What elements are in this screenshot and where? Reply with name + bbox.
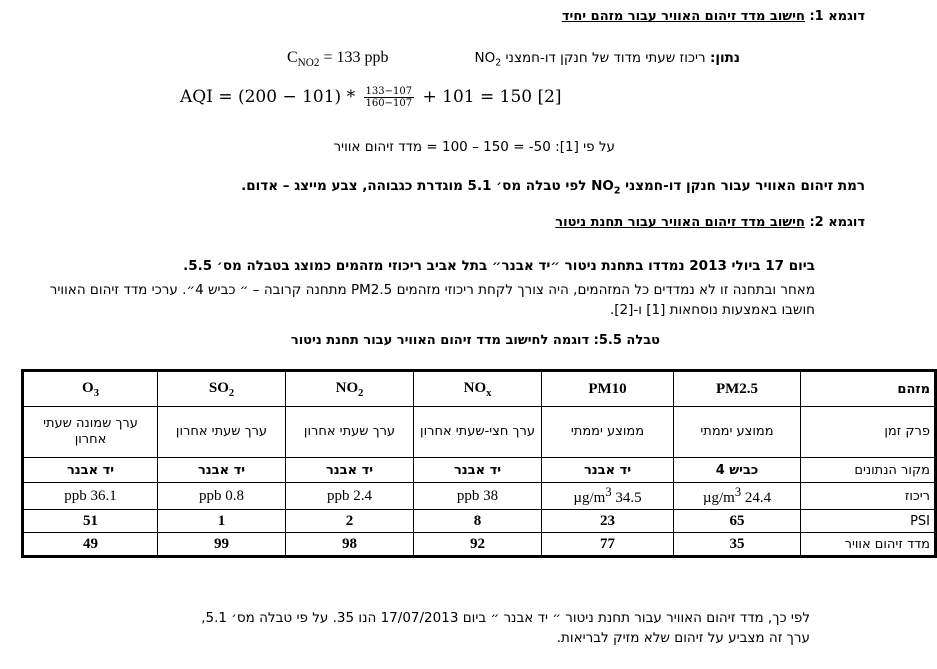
pm10-conc-sup: 3	[605, 485, 612, 499]
row-label-psi: PSI	[801, 510, 936, 533]
pm25-source: כביש 4	[674, 458, 801, 483]
aqi-table	[21, 369, 937, 558]
col-pm10-name	[542, 371, 674, 407]
nox-name: NO	[463, 379, 487, 396]
aqi-lhs: AQI = (200 − 101) *	[180, 87, 356, 107]
aqi-formula	[180, 86, 562, 109]
aqi-rhs: + 101 = 150 [2]	[422, 87, 562, 107]
pm10-aqi: 77	[542, 533, 674, 557]
col-no2-name	[286, 371, 414, 407]
o3-name: O	[82, 379, 94, 396]
o3-psi: 51	[23, 510, 158, 533]
col-o3-name	[23, 371, 158, 407]
row-label-aqi: מדד זיהום אוויר	[801, 533, 936, 557]
so2-name: SO	[208, 379, 229, 396]
pm25-name: PM2.5	[715, 380, 759, 397]
table-row-pollutant	[23, 371, 936, 407]
so2-time: ערך שעתי אחרון	[158, 407, 286, 458]
pm25-conc-sup: 3	[734, 485, 742, 499]
example1-heading	[562, 9, 865, 24]
concentration-equation	[287, 49, 388, 69]
nox-aqi: 92	[414, 533, 542, 557]
table-row-source	[23, 458, 936, 483]
o3-sub: 3	[93, 387, 99, 399]
example1-heading-prefix: דוגמא 1:	[809, 9, 865, 24]
footer-line-1: לפי כך, מדד זיהום האוויר עבור תחנת ניטור ״ יד אבנר ״ ביום 17/07/2013 הנו 35. על פי טבלה מס׳ 5.1,	[201, 610, 810, 626]
pm10-psi: 23	[542, 510, 674, 533]
o3-source: יד אבנר	[23, 458, 158, 483]
col-so2-name	[158, 371, 286, 407]
conclusion-a: רמת זיהום האוויר עבור חנקן דו-חמצני NO	[591, 178, 865, 194]
table-caption: טבלה 5.5: דוגמה לחישוב מדד זיהום האוויר עבור תחנת ניטור	[290, 333, 660, 348]
conc-symbol: C	[287, 49, 298, 66]
row-label-concentration: ריכוז	[801, 483, 936, 510]
example2-heading-prefix: דוגמא 2:	[809, 215, 865, 230]
example1-heading-title: חישוב מדד זיהום האוויר עבור מזהם יחיד	[561, 9, 805, 24]
pm25-conc-value: 24.4 µg/m	[702, 490, 772, 506]
conc-sub: NO2	[297, 57, 320, 70]
no2-name: NO	[335, 379, 359, 396]
row-label-source: מקור הנתונים	[801, 458, 936, 483]
example2-heading	[555, 215, 865, 230]
pm25-psi: 65	[674, 510, 801, 533]
o3-aqi: 49	[23, 533, 158, 557]
conclusion-b: לפי טבלה מס׳ 5.1 מוגדרת כגבוהה, צבע מייצג – אדום.	[241, 178, 592, 194]
conclusion-sub: 2	[613, 185, 621, 197]
no2-time: ערך שעתי אחרון	[286, 407, 414, 458]
aqi-numerator: 133−107	[365, 86, 413, 97]
footer-line-2: ערך זה מצביע על זיהום שלא מזיק לבריאות.	[556, 630, 810, 646]
example1-conclusion	[241, 178, 865, 197]
no2-psi: 2	[286, 510, 414, 533]
aqi-fraction	[364, 86, 415, 109]
pm25-time: ממוצע יממתי	[674, 407, 801, 458]
pm25-conc	[674, 483, 801, 510]
row-label-pollutant: מזהם	[801, 371, 936, 407]
example2-paragraph-1: ביום 17 ביולי 2013 נמדדו בתחנת ניטור ״יד אבנר״ בתל אביב ריכוזי מזהמים כמוצג בטבלה מס׳ 5.5.	[183, 258, 815, 274]
so2-source: יד אבנר	[158, 458, 286, 483]
so2-conc: 0.8 ppb	[158, 483, 286, 510]
pm10-name: PM10	[588, 380, 627, 397]
given-sub: 2	[495, 57, 502, 69]
conc-value: = 133 ppb	[319, 49, 389, 66]
pm10-time: ממוצע יממתי	[542, 407, 674, 458]
table-row-aqi	[23, 533, 936, 557]
example2-paragraph-2: מאחר ובתחנה זו לא נמדדים כל המזהמים, היה צורך לקחת ריכוזי מזהמים PM2.5 מתחנה קרובה – ״ כביש 4״. ערכי מדד זיהום האוויר חושבו באמצעות נוסחאות [1] ו-[2].	[49, 282, 815, 318]
row-label-time: פרק זמן	[801, 407, 936, 458]
no2-sub: 2	[358, 387, 364, 399]
nox-conc: 38 ppb	[414, 483, 542, 510]
nox-source: יד אבנר	[414, 458, 542, 483]
so2-aqi: 99	[158, 533, 286, 557]
nox-time: ערך חצי-שעתי אחרון	[414, 407, 542, 458]
given-label: נתון:	[709, 50, 740, 66]
no2-source: יד אבנר	[286, 458, 414, 483]
pm10-source: יד אבנר	[542, 458, 674, 483]
by-formula-line	[333, 139, 615, 155]
example2-heading-title: חישוב מדד זיהום האוויר עבור תחנת ניטור	[555, 215, 805, 230]
given-line	[475, 50, 741, 69]
nox-psi: 8	[414, 510, 542, 533]
table-row-psi	[23, 510, 936, 533]
pm25-aqi: 35	[674, 533, 801, 557]
pm10-conc	[542, 483, 674, 510]
nox-sub: x	[486, 387, 492, 399]
no2-aqi: 98	[286, 533, 414, 557]
no2-conc: 2.4 ppb	[286, 483, 414, 510]
so2-sub: 2	[228, 387, 235, 399]
so2-psi: 1	[158, 510, 286, 533]
o3-conc: 36.1 ppb	[23, 483, 158, 510]
aqi-denominator: 160−107	[365, 98, 413, 109]
o3-time: ערך שמונה שעתי אחרון	[23, 407, 158, 458]
pm10-conc-value: 34.5 µg/m	[573, 490, 642, 506]
given-text: ריכוז שעתי מדוד של חנקן דו-חמצני NO	[474, 50, 706, 66]
col-nox-name	[414, 371, 542, 407]
table-row-time	[23, 407, 936, 458]
table-row-concentration	[23, 483, 936, 510]
col-pm25-name	[674, 371, 801, 407]
by-formula-text: על פי [1]: 50- = 150 – 100 = מדד זיהום אוויר	[333, 139, 615, 155]
